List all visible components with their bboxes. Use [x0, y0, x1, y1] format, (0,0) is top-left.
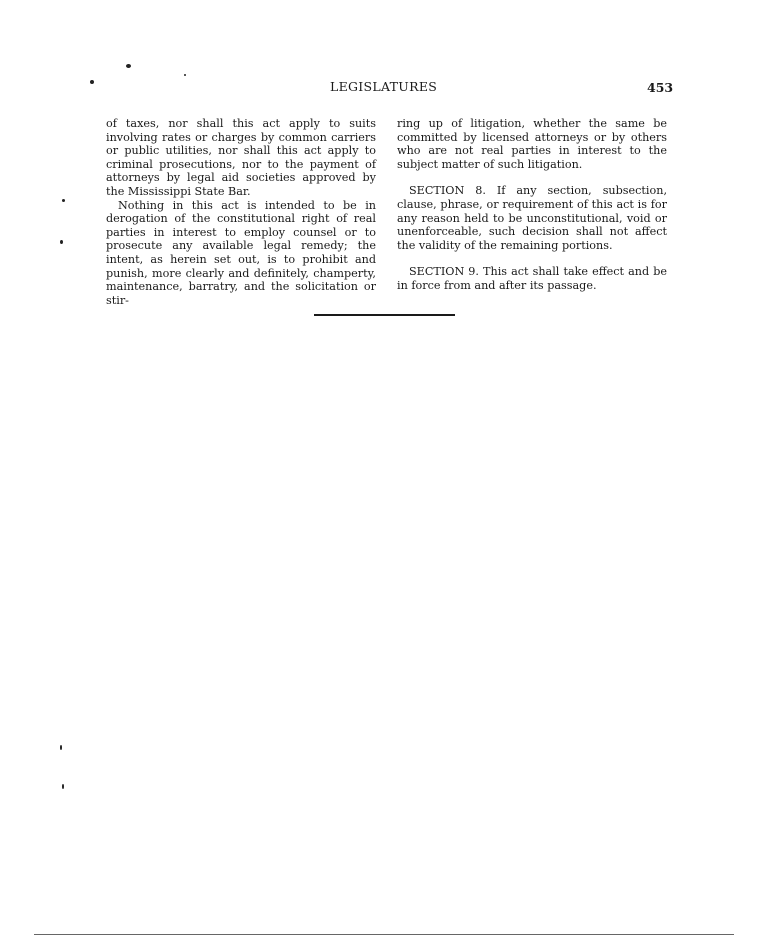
- left-column: [106, 117, 376, 307]
- running-head: [0, 79, 763, 95]
- right-column: [397, 117, 667, 293]
- scan-speck: [62, 784, 64, 789]
- scan-speck: [126, 64, 131, 68]
- scan-speck: [184, 74, 186, 76]
- running-title: LEGISLATURES: [330, 79, 438, 94]
- scan-speck: [60, 745, 62, 750]
- paragraph: of taxes, nor shall this act apply to suits involving rates or charges by common carriers or public utilities, nor shall this act apply to criminal prosecutions, nor to the payment of attorneys by legal aid societies approved by the Mississippi State Bar.: [106, 117, 376, 198]
- page-number: 453: [647, 80, 674, 95]
- scan-speck: [60, 240, 63, 244]
- paragraph: ring up of litigation, whether the same be committed by licensed attorneys or by others who are not real parties in interest to the subject matter of such litigation.: [397, 117, 667, 171]
- scan-speck: [62, 199, 65, 202]
- page-bottom-edge: [34, 934, 734, 935]
- section-9-paragraph: SECTION 9. This act shall take effect and be in force from and after its passage.: [397, 265, 667, 292]
- paragraph: Nothing in this act is intended to be in derogation of the constitutional right of real parties in interest to employ counsel or to prosecute any available legal remedy; the intent, as herein set out, is to prohibit and punish, more clearly and definitely, champerty, maintenance, barratry, and the solicitation or stir-: [106, 198, 376, 307]
- end-rule: [314, 314, 455, 316]
- section-8-paragraph: SECTION 8. If any section, subsection, clause, phrase, or requirement of this act is for any reason held to be unconstitutional, void or unenforceable, such decision shall not affect the validity of the remaining portions.: [397, 184, 667, 252]
